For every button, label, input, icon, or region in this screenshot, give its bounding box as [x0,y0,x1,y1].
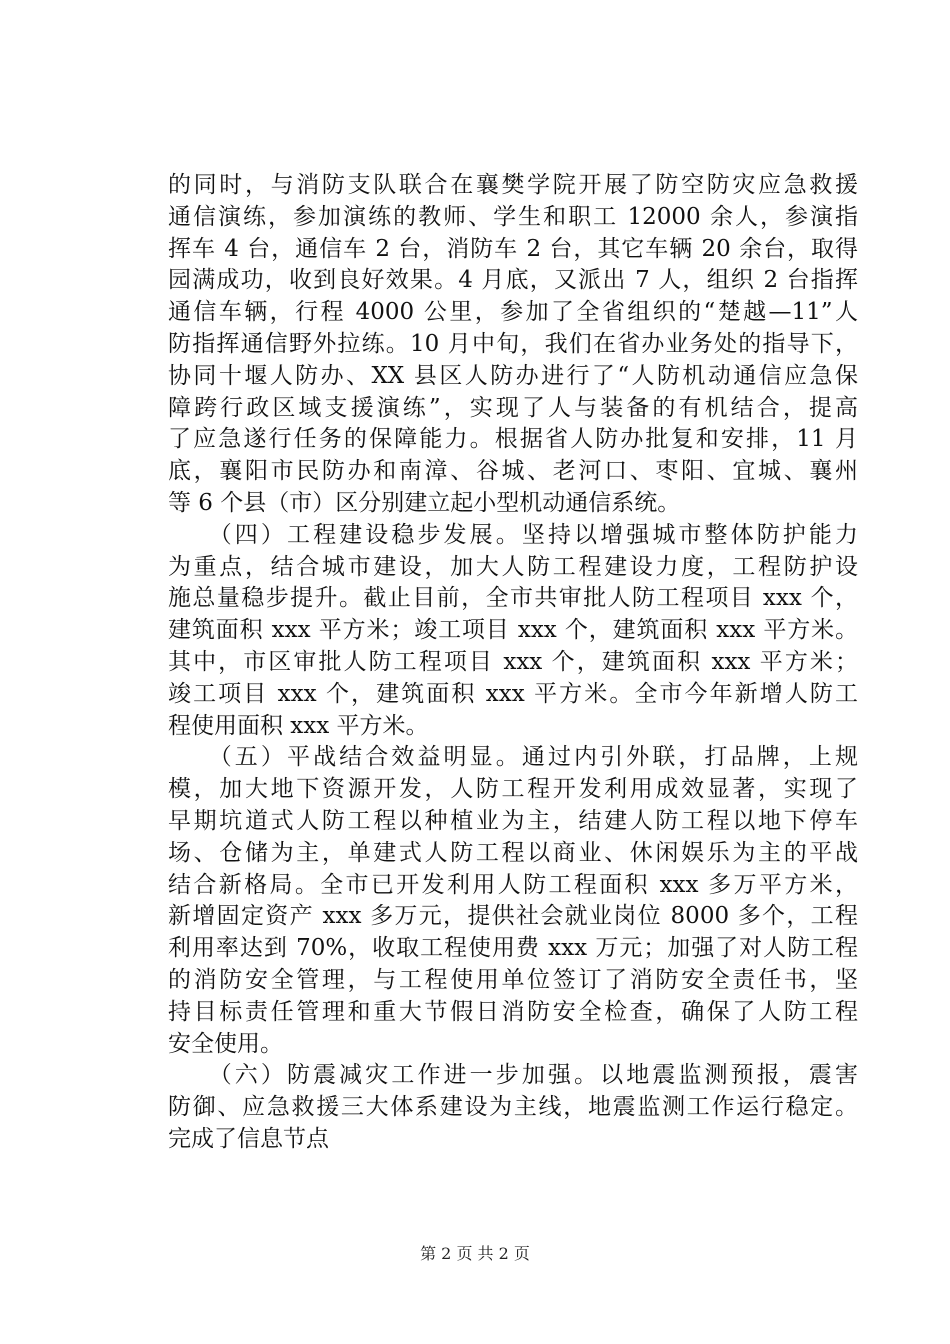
text-line: 利用率达到 70%，收取工程使用费 xxx 万元；加强了对人防工程 [168,935,858,962]
text-line: 为重点，结合城市建设，加大人防工程建设力度，工程防护设 [168,553,858,580]
text-line: 早期坑道式人防工程以种植业为主，结建人防工程以地下停车 [168,807,858,834]
text-line: 通信演练，参加演练的教师、学生和职工 12000 余人，参演指 [168,203,858,230]
text-line: 持目标责任管理和重大节假日消防安全检查，确保了人防工程 [168,998,858,1025]
text-line: （六）防震减灾工作进一步加强。以地震监测预报，震害 [168,1062,858,1089]
text-line: 完成了信息节点 [168,1125,329,1152]
text-line: 防御、应急救援三大体系建设为主线，地震监测工作运行稳定。 [168,1094,858,1121]
document-body [168,170,858,1156]
text-line: 场、仓储为主，单建式人防工程以商业、休闲娱乐为主的平战 [168,839,858,866]
text-line: 园满成功，收到良好效果。4 月底，又派出 7 人，组织 2 台指挥 [168,267,858,294]
text-line: 通信车辆，行程 4000 公里，参加了全省组织的“楚越—11”人 [168,299,858,326]
text-line: 安全使用。 [168,1030,283,1057]
page-footer: 第 2 页 共 2 页 [420,1244,530,1263]
text-line: 障跨行政区域支援演练”，实现了人与装备的有机结合，提高 [168,394,858,421]
text-line: 结合新格局。全市已开发利用人防工程面积 xxx 多万平方米， [168,871,858,898]
text-line: 程使用面积 xxx 平方米。 [168,712,429,739]
text-line: 协同十堰人防办、XX 县区人防办进行了“人防机动通信应急保 [168,362,858,389]
text-line: 防指挥通信野外拉练。10 月中旬，我们在省办业务处的指导下， [168,330,858,357]
text-line: 竣工项目 xxx 个，建筑面积 xxx 平方米。全市今年新增人防工 [168,680,858,707]
text-line: 挥车 4 台，通信车 2 台，消防车 2 台，其它车辆 20 余台，取得 [168,235,858,262]
text-line: （五）平战结合效益明显。通过内引外联，打品牌，上规 [168,744,858,771]
text-line: 施总量稳步提升。截止目前，全市共审批人防工程项目 xxx 个， [168,585,858,612]
text-line: 的消防安全管理，与工程使用单位签订了消防安全责任书，坚 [168,966,858,993]
text-line: 的同时，与消防支队联合在襄樊学院开展了防空防灾应急救援 [168,172,858,198]
text-line: 了应急遂行任务的保障能力。根据省人防办批复和安排，11 月 [168,426,858,453]
text-line: （四）工程建设稳步发展。坚持以增强城市整体防护能力 [168,521,858,548]
text-line: 其中，市区审批人防工程项目 xxx 个，建筑面积 xxx 平方米； [168,648,858,675]
text-line: 等 6 个县（市）区分别建立起小型机动通信系统。 [168,489,681,516]
text-line: 新增固定资产 xxx 多万元，提供社会就业岗位 8000 多个，工程 [168,903,858,930]
text-line: 建筑面积 xxx 平方米；竣工项目 xxx 个，建筑面积 xxx 平方米。 [168,617,858,644]
text-line: 模，加大地下资源开发，人防工程开发利用成效显著，实现了 [168,776,858,803]
text-line: 底，襄阳市民防办和南漳、谷城、老河口、枣阳、宜城、襄州 [168,458,858,485]
